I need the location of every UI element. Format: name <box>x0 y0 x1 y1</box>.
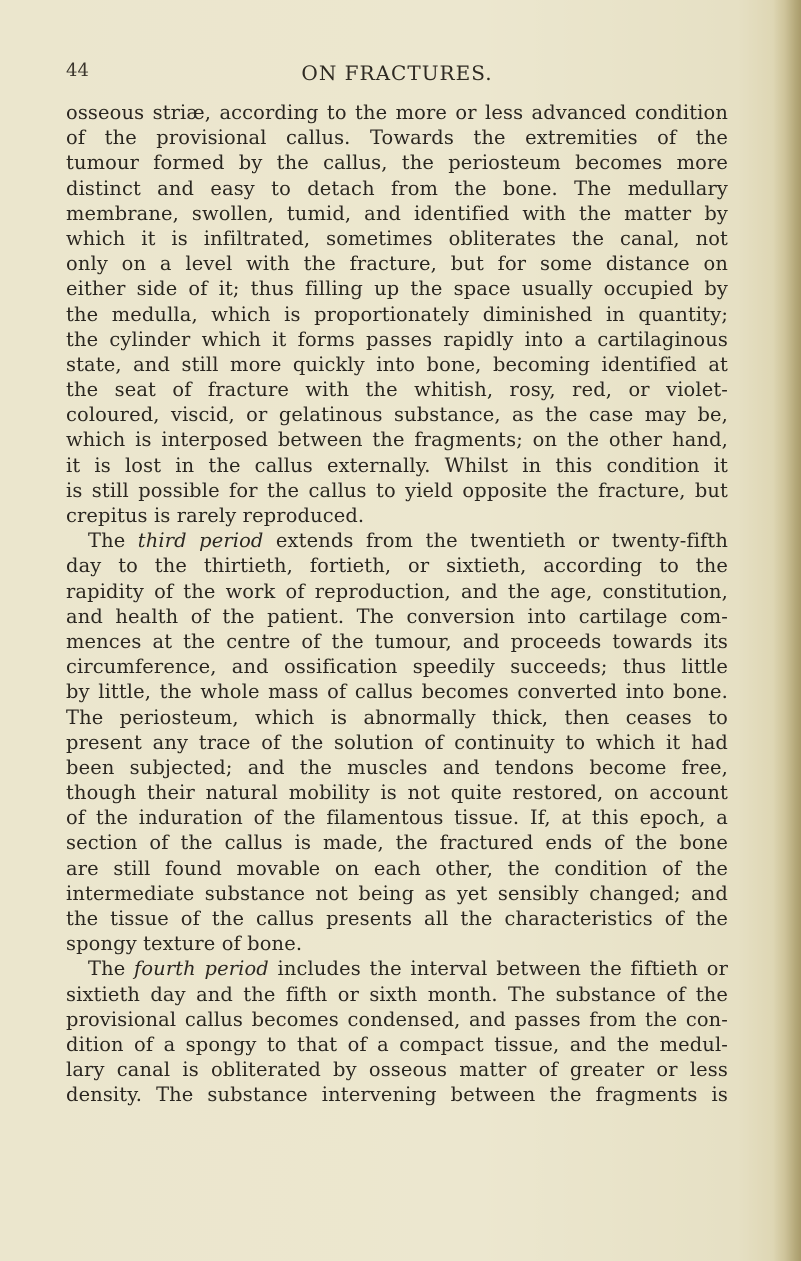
text-line <box>66 503 728 528</box>
line-text: is still possible for the callus to yield opposite the fracture, but <box>66 478 728 502</box>
text-line <box>66 377 728 402</box>
line-text: the cylinder which it forms passes rapidly into a cartilaginous <box>66 327 728 351</box>
body-text <box>66 100 728 1108</box>
page-edge-shadow <box>773 0 801 1261</box>
line-text: it is lost in the callus externally. Whilst in this condition it <box>66 453 728 477</box>
text-line <box>66 553 728 578</box>
line-text: the medulla, which is proportionately diminished in quantity; <box>66 302 728 326</box>
line-text: of the induration of the filamentous tissue. If, at this epoch, a <box>66 806 728 830</box>
line-text: mences at the centre of the tumour, and proceeds towards its <box>66 629 728 653</box>
text-line <box>66 881 728 906</box>
text-line <box>66 453 728 478</box>
text-line <box>66 176 728 201</box>
line-text: includes the interval between the fiftieth or <box>268 957 728 981</box>
text-line <box>66 956 728 981</box>
text-line <box>66 427 728 452</box>
page-header <box>66 60 728 84</box>
line-text: membrane, swollen, tumid, and identified with the matter by <box>66 201 728 225</box>
line-text: the tissue of the callus presents all the characteristics of the <box>66 907 728 930</box>
line-text: which it is infiltrated, sometimes obliterates the canal, not <box>66 226 728 250</box>
text-line <box>66 201 728 226</box>
line-text: which is interposed between the fragments; on the other hand, <box>66 428 728 452</box>
text-line <box>66 679 728 704</box>
line-text: are still found movable on each other, the condition of the <box>66 856 728 880</box>
text-line <box>66 251 728 276</box>
running-title: ON FRACTURES. <box>301 61 493 85</box>
text-line <box>66 982 728 1007</box>
text-line <box>66 654 728 679</box>
line-text: tumour formed by the callus, the periosteum becomes more <box>66 151 728 175</box>
text-line <box>66 1007 728 1032</box>
line-text: spongy texture of bone. <box>66 932 303 956</box>
line-text: crepitus is rarely reproduced. <box>66 504 365 527</box>
page-number: 44 <box>66 60 89 81</box>
text-line <box>66 478 728 503</box>
text-line <box>66 805 728 830</box>
line-text: rapidity of the work of reproduction, and the age, constitution, <box>66 579 728 603</box>
line-text: osseous striæ, according to the more or less advanced condition <box>66 101 728 124</box>
line-text: sixtieth day and the fifth or sixth month. The substance of the <box>66 982 728 1006</box>
text-line <box>66 780 728 805</box>
text-line <box>66 1057 728 1082</box>
text-line <box>66 1032 728 1057</box>
line-text: density. The substance intervening between the fragments is <box>66 1083 728 1107</box>
line-text: of the provisional callus. Towards the extremities of the <box>66 126 728 150</box>
line-text: either side of it; thus filling up the space usually occupied by <box>66 277 728 301</box>
text-line <box>66 302 728 327</box>
text-line <box>66 125 728 150</box>
line-text: The periosteum, which is abnormally thick, then ceases to <box>66 705 728 729</box>
text-line <box>66 528 728 553</box>
text-line <box>66 276 728 301</box>
line-text: by little, the whole mass of callus becomes converted into bone. <box>66 680 728 704</box>
line-text: the seat of fracture with the whitish, rosy, red, or violet- <box>66 378 728 402</box>
text-line <box>66 730 728 755</box>
line-prefix: The <box>88 529 138 553</box>
line-text: extends from the twentieth or twenty-fifth <box>263 529 728 553</box>
italic-term: fourth period <box>134 957 269 981</box>
text-line <box>66 579 728 604</box>
line-text: and health of the patient. The conversion into cartilage com- <box>66 604 728 628</box>
text-line <box>66 327 728 352</box>
text-line <box>66 604 728 629</box>
line-text: dition of a spongy to that of a compact tissue, and the medul- <box>66 1032 728 1056</box>
text-line <box>66 100 728 125</box>
text-line <box>66 931 728 956</box>
text-line <box>66 402 728 427</box>
line-text: intermediate substance not being as yet sensibly changed; and <box>66 881 728 905</box>
text-line <box>66 830 728 855</box>
text-line <box>66 705 728 730</box>
line-text: section of the callus is made, the fractured ends of the bone <box>66 831 728 855</box>
line-text: lary canal is obliterated by osseous matter of greater or less <box>66 1058 728 1082</box>
line-text: though their natural mobility is not quite restored, on account <box>66 781 728 805</box>
line-prefix: The <box>88 957 135 981</box>
italic-term: third period <box>137 529 264 553</box>
line-text: only on a level with the fracture, but for some distance on <box>66 252 728 276</box>
text-line <box>66 755 728 780</box>
text-line <box>66 226 728 251</box>
line-text: been subjected; and the muscles and tendons become free, <box>66 755 728 779</box>
text-line <box>66 1082 728 1107</box>
text-line <box>66 856 728 881</box>
line-text: day to the thirtieth, fortieth, or sixtieth, according to the <box>66 554 728 578</box>
line-text: distinct and easy to detach from the bone. The medullary <box>66 176 728 200</box>
line-text: state, and still more quickly into bone, becoming identified at <box>66 352 728 376</box>
line-text: coloured, viscid, or gelatinous substance, as the case may be, <box>66 403 728 427</box>
line-text: provisional callus becomes condensed, and passes from the con- <box>66 1007 728 1031</box>
line-text: circumference, and ossification speedily succeeds; thus little <box>66 655 728 679</box>
line-text: present any trace of the solution of continuity to which it had <box>66 730 728 754</box>
text-line <box>66 150 728 175</box>
text-line <box>66 906 728 931</box>
text-line <box>66 629 728 654</box>
text-line <box>66 352 728 377</box>
